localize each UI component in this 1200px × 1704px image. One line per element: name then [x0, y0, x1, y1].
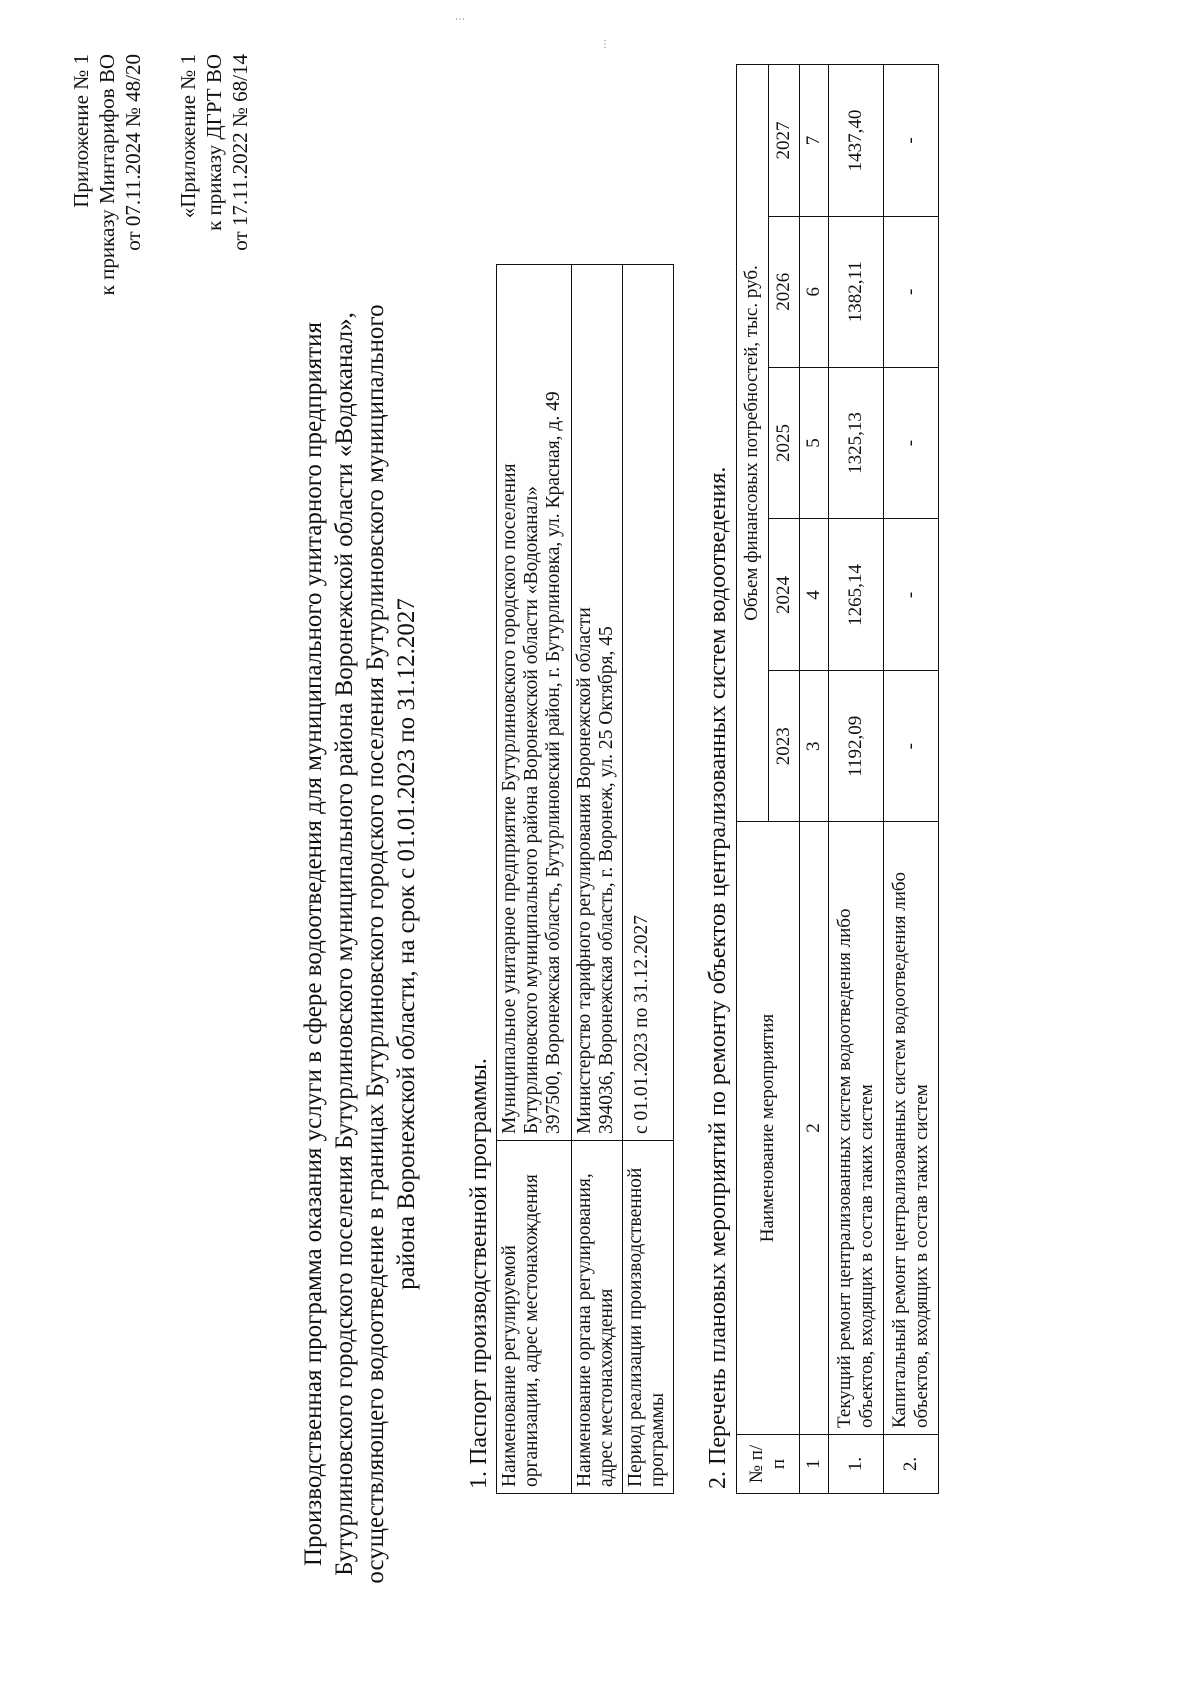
- index-row: [800, 65, 829, 1494]
- title-line: Бутурлиновского городского поселения Бутурлиновского муниципального района Воронежской области «Водоканал»,: [331, 312, 358, 1576]
- table-row: [829, 65, 884, 1494]
- row-value: 1325,13: [829, 367, 884, 519]
- table-row: [497, 265, 572, 1494]
- value-line: Муниципальное унитарное предприятие Бутурлиновского городского поселения: [499, 463, 520, 1134]
- value-line: 394036, Воронежская область, г. Воронеж, ул. 25 Октября, 45: [596, 626, 617, 1134]
- scan-artifact: ⋯: [600, 39, 611, 49]
- row-value: -: [884, 217, 939, 368]
- row-value: 1437,40: [829, 65, 884, 217]
- row-value: -: [884, 65, 939, 217]
- row-value: -: [884, 519, 939, 671]
- value-line: 397500, Воронежская область, Бутурлиновский район, г. Бутурлиновка, ул. Красная, д. 49: [543, 391, 564, 1134]
- index-cell: 2: [800, 822, 829, 1435]
- annex-1-line: к приказу Минтарифов ВО: [95, 54, 119, 296]
- annex-2: [175, 54, 253, 504]
- passport-label: Наименование регулируемой организации, адрес местонахождения: [497, 1141, 572, 1494]
- passport-value: [623, 265, 674, 1141]
- table-row: [572, 265, 623, 1494]
- col-group-header: Объем финансовых потребностей, тыс. руб.: [737, 65, 769, 822]
- row-value: 1382,11: [829, 217, 884, 368]
- row-name: Текущий ремонт централизованных систем водоотведения либо объектов, входящих в состав таких систем: [829, 822, 884, 1435]
- table-row: [884, 65, 939, 1494]
- index-cell: 3: [800, 671, 829, 822]
- annex-1-line: Приложение № 1: [69, 54, 93, 208]
- value-line: Бутурлиновского муниципального района Воронежской области «Водоканал»: [521, 486, 542, 1134]
- row-name: Капитальный ремонт централизованных систем водоотведения либо объектов, входящих в состав таких систем: [884, 822, 939, 1435]
- annex-2-line: от 17.11.2022 № 68/14: [228, 54, 252, 251]
- row-num: 2.: [884, 1435, 939, 1494]
- row-value: 1265,14: [829, 519, 884, 671]
- row-value: 1192,09: [829, 671, 884, 822]
- passport-value: [572, 265, 623, 1141]
- annex-1-line: от 07.11.2024 № 48/20: [121, 54, 145, 251]
- passport-label: Наименование органа регулирования, адрес местонахождения: [572, 1141, 623, 1494]
- col-name-header: Наименование мероприятия: [737, 822, 800, 1435]
- table-row: [623, 265, 674, 1494]
- repair-plan-table: [736, 64, 939, 1494]
- scan-artifact: ⋮: [455, 14, 466, 24]
- year-header: 2025: [768, 367, 800, 519]
- row-value: -: [884, 367, 939, 519]
- col-num-header: № п/п: [737, 1435, 800, 1494]
- index-cell: 6: [800, 217, 829, 368]
- value-line: с 01.01.2023 по 31.12.2027: [631, 915, 652, 1134]
- title-line: осуществляющего водоотведение в границах Бутурлиновского городского поселения Бутурлиновского муниципального: [362, 304, 389, 1584]
- passport-value: [497, 265, 572, 1141]
- year-header: 2027: [768, 65, 800, 217]
- table-header-row: [737, 65, 769, 1494]
- row-num: 1.: [829, 1435, 884, 1494]
- passport-label: Период реализации производственной программы: [623, 1141, 674, 1494]
- row-value: -: [884, 671, 939, 822]
- index-cell: 5: [800, 367, 829, 519]
- section2-heading: 2. Перечень плановых мероприятий по ремонту объектов централизованных систем водоотведения.: [705, 466, 731, 1489]
- year-header: 2026: [768, 217, 800, 368]
- section1-heading: 1. Паспорт производственной программы.: [466, 1058, 492, 1489]
- index-cell: 7: [800, 65, 829, 217]
- document-title: [298, 204, 422, 1684]
- value-line: Министерство тарифного регулирования Воронежской области: [574, 607, 595, 1134]
- annex-2-line: «Приложение № 1: [176, 54, 200, 219]
- year-header: 2023: [768, 671, 800, 822]
- passport-table: [496, 264, 674, 1494]
- index-cell: 1: [800, 1435, 829, 1494]
- title-line: района Воронежской области, на срок с 01.01.2023 по 31.12.2027: [393, 598, 420, 1290]
- annex-1: [68, 54, 146, 504]
- year-header: 2024: [768, 519, 800, 671]
- index-cell: 4: [800, 519, 829, 671]
- title-line: Производственная программа оказания услуги в сфере водоотведения для муниципального унитарного предприятия: [300, 321, 327, 1567]
- annex-2-line: к приказу ДГРТ ВО: [202, 54, 226, 231]
